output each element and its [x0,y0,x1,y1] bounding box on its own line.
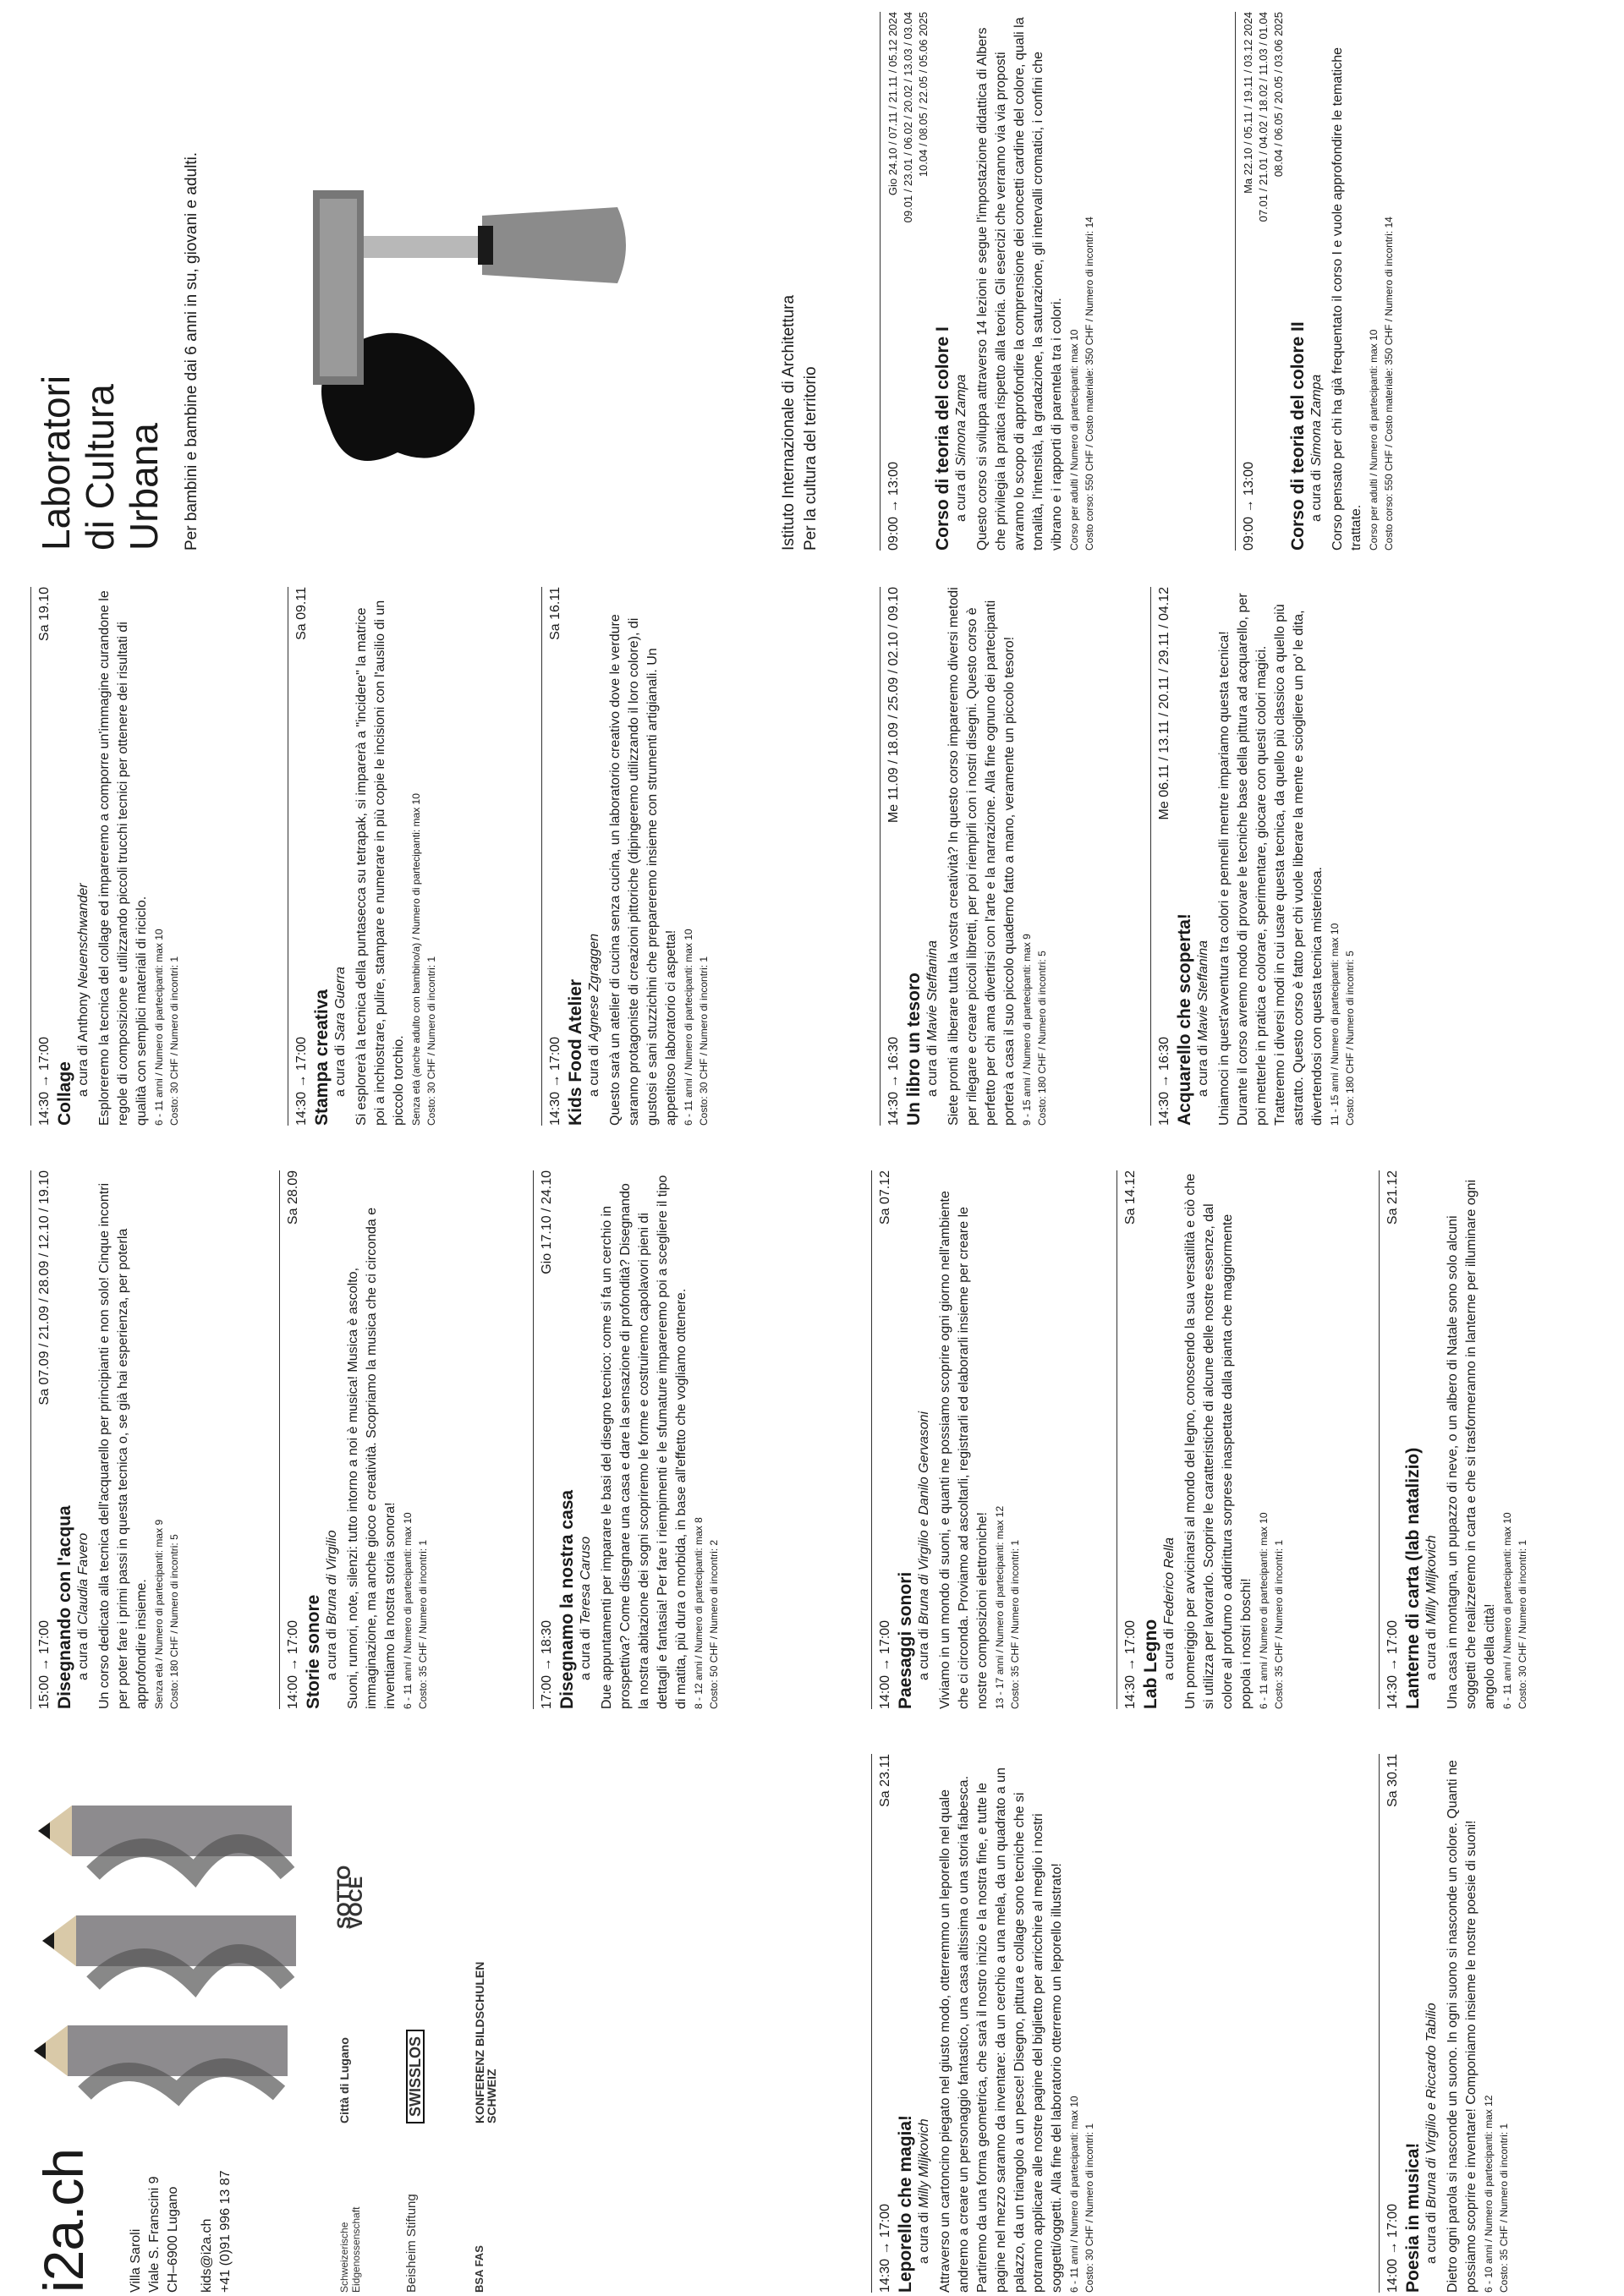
event-meta: 6 - 11 anni / Numero di partecipanti: max 10 [153,929,165,1126]
event-description: Questo corso si sviluppa attraverso 14 lezioni e segue l'impostazione didattica di Albers che privilegia la pratica rispetto alla teoria. Gli esercizi che verranno via via proposti avranno lo scopo di approfondire la comprensione dei concetti cardine del colore, quali la tonalità, l'intensità, la gradazione, la saturazione, gli intervalli cromatici, i confini che vibrano e i rapporti di parentela tra i colori. [975,17,1064,551]
event-acquarello [1150,575,1624,1129]
event-title: Lab Legno [1141,1619,1160,1709]
event-description: Dietro ogni parola si nasconde un suono. In ogni suono si nasconde un colore. Quanti ne possiamo scoprire e inventare! Componiamo insieme le nostre poesie di suoni! [1446,1760,1479,2293]
event-description: Suoni, rumori, note, silenzi: tutto intorno a noi è musica! Musica è ascolto, immaginazione, ma anche gioco e creatività. Scopriamo la musica che ci circonda e inventiamo la nostra storia sonora! [346,1207,398,1709]
event-curator: a cura di Bruna di Virgilio [325,1530,339,1680]
event-time: 14:30 → 17:00 [878,2204,892,2293]
event-date: Sa 19.10 [37,587,52,642]
event-leporello [871,1742,1413,2296]
column-3 [0,575,1624,1129]
event-time: 14:30 → 16:30 [886,1037,901,1126]
event-time: 17:00 → 18:30 [540,1620,554,1709]
event-title: Collage [55,1061,74,1126]
event-description: Una casa in montagna, un pupazzo di neve, o un albero di Natale sono solo alcuni soggetti che realizzeremo in carta e che si trasformeranno in lanterne per illuminare ogni angolo della città! [1446,1179,1497,1709]
event-meta: 9 - 15 anni / Numero di partecipanti: max 9 [1021,934,1033,1126]
event-cost: Costo: 30 CHF / Numero di incontri: 1 [1517,1539,1528,1709]
logo-sotto-voce: SOTTO VOCE [333,1865,366,1929]
event-cost: Costo: 180 CHF / Numero di incontri: 5 [1344,951,1356,1126]
event-title: Un libro un tesoro [904,973,924,1126]
pencils-illustration [34,1755,338,2127]
brand-logo: i2a.ch [32,2148,95,2293]
column-info [0,1742,1624,2296]
event-meta: 6 - 11 anni / Numero di partecipanti: max 10 [1068,2096,1080,2293]
event-description: Attraverso un cartoncino piegato nel giusto modo, otterremmo un leporello nel quale andremo a creare un personaggio fantastico, una casa altissima o una storia fiabesca. Partiremo da una forma geometrica, che sarà il nostro inizio e la nostra fine, e tutte le pagine nel mezzo saranno da inventare: da un cerchio a una mela, da un quadrato a un palazzo, da un triangolo a un pesce! Disegno, pittura e collage sono tecniche che si potranno applicare alle nostre pagine del biglietto per arricchire al meglio i nostri soggetti/oggetti. Alla fine del laboratorio otterremo un leporello illustrato! [938,1767,1064,2293]
pencil-icon [42,1915,296,1983]
event-meta: 6 - 11 anni / Numero di partecipanti: max 10 [683,929,694,1126]
event-cost: Costo corso: 550 CHF / Costo materiale: 350 CHF / Numero di incontri: 14 [1084,216,1095,551]
event-curator: a cura di Anthony Neuenschwander [76,883,91,1097]
event-description: Corso pensato per chi ha già frequentato il corso I e vuole approfondire le tematiche trattate. [1330,47,1363,551]
event-curator: a cura di Teresa Caruso [579,1536,593,1680]
event-description: Esploreremo la tecnica del collage ed impareremo a comporre un'immagine curandone le regole di composizione e utilizzando piccoli trucchi tecnici per ottenere dei risultati di qualità con semplici materiali di riciclo. [97,590,149,1126]
logo-beisheim: Beisheim Stiftung [404,2194,419,2293]
event-curator: a cura di Agnese Zgraggen [587,933,601,1097]
event-curator: a cura di Simona Zampa [954,374,968,522]
logo-confederation: Schweizerische Eidgenossenschaft [338,2206,362,2293]
event-title: Acquarello che scoperta! [1175,913,1194,1126]
event-cost: Costo: 30 CHF / Numero di incontri: 1 [1084,2123,1095,2293]
event-cost: Costo: 180 CHF / Numero di incontri: 5 [1036,951,1048,1126]
event-description: Un corso dedicato alla tecnica dell'acquarello per principianti e non solo! Cinque incontri per poter fare i primi passi in questa tecnica o, se già hai esperienza, per poterla approfondire insieme. [97,1182,149,1709]
address-line: Viale S. Franscini 9 [147,2176,162,2293]
event-title: Kids Food Atelier [566,978,585,1126]
event-meta: 6 - 11 anni / Numero di partecipanti: max 10 [1258,1512,1270,1709]
event-meta: Corso per adulti / Numero di partecipanti: max 10 [1068,329,1080,551]
event-title: Corso di teoria del colore II [1288,321,1308,551]
event-time: 09:00 → 13:00 [1242,462,1256,551]
pencil-icon [38,1806,292,1873]
event-meta: 6 - 10 anni / Numero di partecipanti: max 12 [1483,2095,1495,2293]
event-date: Me 11.09 / 18.09 / 25.09 / 02.10 / 09.10 [886,587,901,824]
event-time: 14:30 → 17:00 [1385,1620,1400,1709]
event-date: Sa 21.12 [1385,1170,1400,1225]
event-title: Corso di teoria del colore I [933,326,952,551]
event-cost: Costo corso: 550 CHF / Costo materiale: 350 CHF / Numero di incontri: 14 [1383,216,1395,551]
event-meta: Senza età / Numero di partecipanti: max 9 [153,1519,165,1709]
event-title: Lanterne di carta (lab natalizio) [1403,1447,1423,1709]
event-title: Disegnamo la nostra casa [557,1489,577,1709]
event-description: Viviamo in un mondo di suoni, e quanti ne possiamo scoprire ogni giorno nell'ambiente che ci circonda. Proviamo ad ascoltarli, registrarli ed elaborarli insieme per creare le nostre composizioni elettroniche! [938,1191,990,1709]
event-time: 14:00 → 17:00 [1385,2204,1400,2293]
event-curator: a cura di Bruna di Virgilio e Danilo Gervasoni [917,1411,931,1680]
event-colore-1 [880,0,1235,554]
event-cost: Costo: 30 CHF / Numero di incontri: 1 [425,956,437,1126]
logo-bildschulen: KONFERENZ BILDSCHULEN SCHWEIZ [473,1961,498,2123]
event-time: 14:30 → 17:00 [548,1037,562,1126]
event-description: Due appuntamenti per imparare le basi del disegno tecnico: come si fa un cerchio in prospettiva? Come disegnare una casa e dare la sensazione di profondità? Disegnando la nostra abitazione dei sogni scopriremo le forme e costruiremo capolavori pieni di dettagli e fantasia! Per fare i riempimenti e le sfumature impareremo poi a scegliere il tipo di matita, più dura o morbida, in base all'effetto che vogliamo ottenere. [600,1175,689,1709]
event-time: 14:30 → 17:00 [37,1037,52,1126]
logo-bsa-fas: BSA FAS [473,2245,486,2293]
page-title: Laboratori di Cultura Urbana [34,375,166,551]
event-meta: 11 - 15 anni / Numero di partecipanti: max 10 [1329,923,1341,1126]
event-time: 14:30 → 16:30 [1157,1037,1171,1126]
event-curator: a cura di Milly Miljkovich [1424,1535,1439,1680]
event-curator: a cura di Milly Miljkovich [917,2118,931,2264]
event-time: 15:00 → 17:00 [37,1620,52,1709]
column-4 [0,0,1624,554]
event-description: Uniamoci in quest'avventura tra colori e pennelli mentre impariamo questa tecnica! Durante il corso avremo modo di provare le tecniche base della pittura ad acquarello, per poi metterle in pratica e colorare, sperimentare, giocare con questi colori magici. Tratteremo i diversi modi in cui usare questa tecnica, da quello più classico a quello più astratto. Questo corso è fatto per chi vuole liberare la mente e sciogliere un po' le dita, divertendosi con questa tecnica misteriosa. [1217,593,1325,1126]
event-date: Sa 23.11 [878,1754,892,1807]
event-cost: Costo: 35 CHF / Numero di incontri: 1 [1009,1539,1021,1709]
event-date: Sa 28.09 [286,1170,300,1225]
event-description: Siete pronti a liberare tutta la vostra creatività? In questo corso impareremo diversi metodi per rilegare e creare piccoli libretti, per poi riempirli con i nostri disegni. Questo corso è perfetto per chi ama divertirsi con l'arte e la narrazione. Alla fine ognuno dei partecipanti porterà a casa il suo piccolo quaderno fatto a mano, veramente un piccolo tesoro! [946,587,1017,1126]
event-colore-2 [1235,0,1489,554]
event-date: Sa 07.09 / 21.09 / 28.09 / 12.10 / 19.10 [37,1170,52,1406]
event-title: Storie sonore [304,1594,323,1709]
event-dates: Gio 24.10 / 07.11 / 21.11 / 05.12 2024 09.01 / 23.01 / 06.02 / 20.02 / 13.03 / 03.04 10.04 / 08.05 / 22.05 / 05.06 2025 [886,12,930,223]
event-title: Leporello che magia! [896,2114,915,2293]
title-block [0,0,880,554]
event-time: 14:00 → 17:00 [878,1620,892,1709]
event-title: Poesia in musica! [1403,2142,1423,2293]
event-meta: 8 - 12 anni / Numero di partecipanti: max 8 [693,1517,705,1709]
event-cost: Costo: 30 CHF / Numero di incontri: 1 [168,956,180,1126]
page-subtitle: Per bambini e bambine dai 6 anni in su, giovani e adulti. [183,151,200,551]
paint-roller-illustration [279,114,634,486]
event-curator: a cura di Claudia Favero [76,1532,91,1680]
event-time: 14:30 → 17:00 [1123,1620,1138,1709]
event-time: 14:30 → 17:00 [294,1037,309,1126]
event-curator: a cura di Mavie Steffanina [1196,940,1210,1097]
address-line: Villa Saroli [129,2228,143,2293]
event-meta: 6 - 11 anni / Numero di partecipanti: max 10 [402,1512,414,1709]
event-description: Si esplorerà la tecnica della puntasecca su tetrapak, si imparerà a "incidere" la matrice poi a inchiostrare, pulire, stampare e numerare in più copie le incisioni con l'ausilio di un piccolo torchio. [354,600,406,1126]
event-curator: a cura di Federico Rella [1162,1537,1177,1680]
event-cost: Costo: 50 CHF / Numero di incontri: 2 [708,1539,720,1709]
event-cost: Costo: 35 CHF / Numero di incontri: 1 [1498,2123,1510,2293]
event-lanterne [1379,1159,1616,1712]
event-title: Disegnando con l'acqua [55,1505,74,1709]
event-cost: Costo: 180 CHF / Numero di incontri: 5 [168,1534,180,1709]
event-date: Sa 09.11 [294,587,309,640]
event-meta: 13 - 17 anni / Numero di partecipanti: max 12 [994,1505,1006,1709]
event-time: 09:00 → 13:00 [886,462,901,551]
event-meta: Senza età (anche adulto con bambino/a) / Numero di partecipanti: max 10 [410,793,422,1126]
logo-lugano: Città di Lugano [337,2037,351,2123]
event-date: Sa 14.12 [1123,1170,1138,1225]
event-poesia [1379,1742,1616,2296]
event-date: Sa 07.12 [878,1170,892,1225]
address-line: CH–6900 Lugano [166,2186,180,2293]
event-cost: Costo: 35 CHF / Numero di incontri: 1 [1273,1539,1285,1709]
event-title: Paesaggi sonori [896,1571,915,1709]
event-date: Sa 16.11 [548,587,562,640]
info-block [0,1742,541,2296]
event-meta: 6 - 11 anni / Numero di partecipanti: max 10 [1501,1512,1513,1709]
email-link[interactable]: kids@i2a.ch [200,2218,214,2293]
event-title: Stampa creativa [312,989,332,1126]
event-date: Gio 17.10 / 24.10 [540,1170,554,1274]
column-2 [0,1159,1624,1712]
event-curator: a cura di Sara Guerra [333,967,348,1097]
event-date: Me 06.11 / 13.11 / 20.11 / 29.11 / 04.12 [1157,587,1171,820]
event-cost: Costo: 35 CHF / Numero di incontri: 1 [417,1539,429,1709]
event-dates: Ma 22.10 / 05.11 / 19.11 / 03.12 2024 07.01 / 21.01 / 04.02 / 18.02 / 11.03 / 01.04 08.04 / 06.05 / 20.05 / 03.06 2025 [1242,12,1285,222]
sponsor-logos [333,1751,524,2293]
pencil-icon [34,2025,288,2093]
event-meta: Corso per adulti / Numero di partecipanti: max 10 [1368,329,1380,551]
institute-name: Istituto Internazionale di Architettura Per la cultura del territorio [780,294,820,551]
event-curator: a cura di Simona Zampa [1309,374,1324,522]
event-date: Sa 30.11 [1385,1754,1400,1807]
event-description: Un pomeriggio per avvicinarsi al mondo del legno, conoscendo la sua versatilità e ciò che si utilizza per lavorarlo. Scoprire le caratteristiche di alcune delle nostre essenze, dal colore al profumo o addirittura sorprese inaspettate dalla pianta che maggiormente popola i nostri boschi! [1183,1173,1254,1709]
logo-swisslos: SWISSLOS [406,2030,425,2123]
event-description: Questo sarà un atelier di cucina senza cucina, un laboratorio creativo dove le verdure saranno protagoniste di creazioni pittoriche (dipingeremo utilizzando il loro colore), di gustosi e sani stuzzichini che prepareremo insieme con strumenti artigianali. Un appetitoso laboratorio ci aspetta! [608,614,678,1126]
event-time: 14:00 → 17:00 [286,1620,300,1709]
event-cost: Costo: 30 CHF / Numero di incontri: 1 [698,956,710,1126]
event-curator: a cura di Mavie Steffanina [925,940,940,1097]
phone-number: +41 (0)91 996 13 87 [218,2170,233,2293]
event-curator: a cura di Bruna di Virgilio e Riccardo Tabilio [1424,2003,1439,2264]
